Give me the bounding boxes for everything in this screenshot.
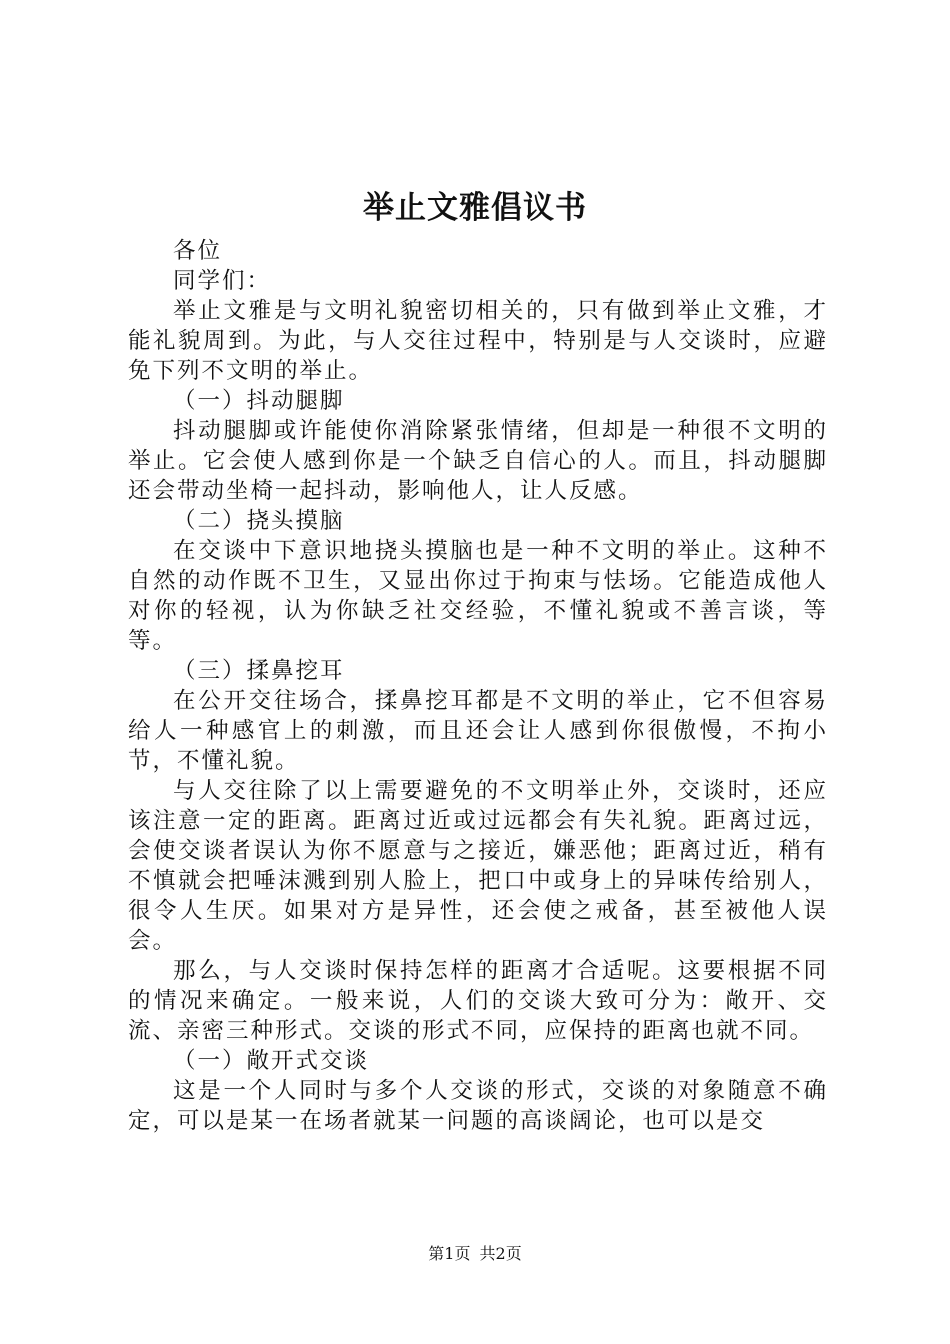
- section-paragraph-1: 抖动腿脚或许能使你消除紧张情绪，但却是一种很不文明的举止。它会使人感到你是一个缺乏自信心的人。而且，抖动腿脚还会带动坐椅一起抖动，影响他人，让人反感。: [128, 418, 828, 504]
- section-heading-2: （二）挠头摸脑: [173, 508, 345, 534]
- page-total: 共2页: [479, 1244, 522, 1263]
- salutation-line-2: 同学们：: [173, 268, 272, 294]
- forms-paragraph: 那么，与人交谈时保持怎样的距离才合适呢。这要根据不同的情况来确定。一般来说，人们的交谈大致可分为：敞开、交流、亲密三种形式。交谈的形式不同，应保持的距离也就不同。: [128, 958, 828, 1044]
- section-heading-1: （一）抖动腿脚: [173, 388, 345, 414]
- page-footer: [0, 1241, 950, 1264]
- document-title: 举止文雅倡议书: [363, 190, 587, 226]
- intro-paragraph: 举止文雅是与文明礼貌密切相关的，只有做到举止文雅，才能礼貌周到。为此，与人交往过程中，特别是与人交谈时，应避免下列不文明的举止。: [128, 298, 828, 384]
- document-body: [128, 236, 828, 1136]
- section-paragraph-3: 在公开交往场合，揉鼻挖耳都是不文明的举止，它不但容易给人一种感官上的刺激，而且还会让人感到你很傲慢，不拘小节，不懂礼貌。: [128, 688, 828, 774]
- section-heading-open: （一）敞开式交谈: [173, 1048, 370, 1074]
- page-number: 第1页: [428, 1244, 471, 1263]
- section-paragraph-2: 在交谈中下意识地挠头摸脑也是一种不文明的举止。这种不自然的动作既不卫生，又显出你过于拘束与怯场。它能造成他人对你的轻视，认为你缺乏社交经验，不懂礼貌或不善言谈，等等。: [128, 538, 828, 654]
- salutation-line-1: 各位: [173, 238, 223, 264]
- distance-paragraph: 与人交往除了以上需要避免的不文明举止外，交谈时，还应该注意一定的距离。距离过近或过远都会有失礼貌。距离过远，会使交谈者误认为你不愿意与之接近，嫌恶他；距离过近，稍有不慎就会把唾沫溅到别人脸上，把口中或身上的异味传给别人，很令人生厌。如果对方是异性，还会使之戒备，甚至被他人误会。: [128, 778, 828, 954]
- section-heading-3: （三）揉鼻挖耳: [173, 658, 345, 684]
- open-form-paragraph: 这是一个人同时与多个人交谈的形式，交谈的对象随意不确定，可以是某一在场者就某一问题的高谈阔论，也可以是交: [128, 1078, 828, 1134]
